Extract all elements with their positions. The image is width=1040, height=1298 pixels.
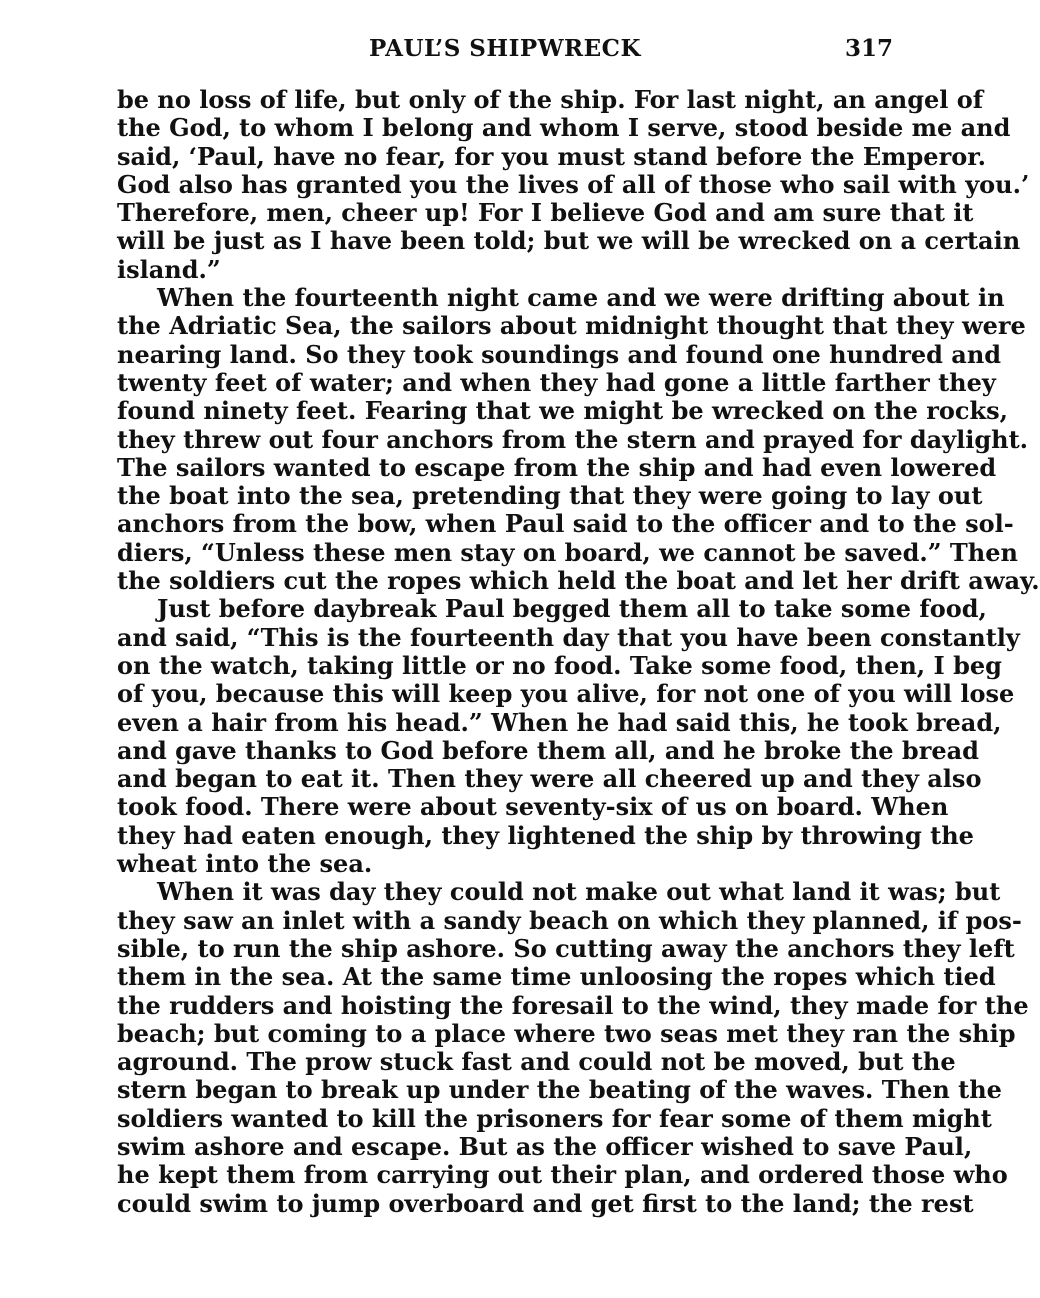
text-line: on the watch, taking little or no food. Take some food, then, I beg [117, 650, 1002, 680]
text-line: and said, “This is the fourteenth day that you have been constantly [117, 622, 1020, 652]
paragraph-first-line: Just before daybreak Paul begged them all to take some food, [157, 594, 987, 624]
text-line: they saw an inlet with a sandy beach on which they planned, if pos- [117, 905, 1022, 935]
text-line: even a hair from his head.” When he had said this, he took bread, [117, 707, 1002, 737]
text-line: aground. The prow stuck fast and could not be moved, but the [117, 1047, 956, 1077]
text-line: the Adriatic Sea, the sailors about midnight thought that they were [117, 311, 1026, 341]
page-number: 317 [844, 35, 893, 62]
text-line: could swim to jump overboard and get first to the land; the rest [117, 1188, 974, 1218]
text-line: sible, to run the ship ashore. So cutting away the anchors they left [117, 933, 1015, 963]
text-line: diers, “Unless these men stay on board, we cannot be saved.” Then [117, 537, 1018, 567]
text-line: the rudders and hoisting the foresail to the wind, they made for the [117, 990, 1029, 1020]
text-line: will be just as I have been told; but we will be wrecked on a certain [117, 226, 1021, 256]
body-text [117, 85, 1040, 1218]
text-line: nearing land. So they took soundings and found one hundred and [117, 339, 1002, 369]
text-line: the God, to whom I belong and whom I serve, stood beside me and [117, 113, 1011, 143]
text-line: the soldiers cut the ropes which held the boat and let her drift away. [117, 566, 1040, 596]
text-line: be no loss of life, but only of the ship. For last night, an angel of [117, 85, 984, 114]
text-line: stern began to break up under the beating of the waves. Then the [117, 1075, 1002, 1105]
text-line: them in the sea. At the same time unloosing the ropes which tied [117, 962, 996, 992]
text-line: the boat into the sea, pretending that they were going to lay out [117, 481, 983, 511]
text-line: they threw out four anchors from the stern and prayed for daylight. [117, 424, 1029, 454]
text-line: beach; but coming to a place where two seas met they ran the ship [117, 1018, 1016, 1048]
text-line: The sailors wanted to escape from the ship and had even lowered [117, 452, 997, 482]
running-title: PAUL’S SHIPWRECK [369, 35, 641, 62]
paragraph-first-line: When it was day they could not make out what land it was; but [157, 877, 1001, 907]
text-line: anchors from the bow, when Paul said to the officer and to the sol- [117, 509, 1014, 539]
text-line: and began to eat it. Then they were all cheered up and they also [117, 764, 982, 794]
text-line: took food. There were about seventy-six of us on board. When [117, 792, 949, 822]
text-line: swim ashore and escape. But as the officer wished to save Paul, [117, 1131, 973, 1161]
text-line: of you, because this will keep you alive, for not one of you will lose [117, 679, 1015, 709]
text-line: found ninety feet. Fearing that we might be wrecked on the rocks, [117, 396, 1008, 426]
text-line: and gave thanks to God before them all, and he broke the bread [117, 735, 979, 765]
text-line: soldiers wanted to kill the prisoners for fear some of them might [117, 1103, 992, 1133]
text-line: twenty feet of water; and when they had gone a little farther they [117, 367, 996, 397]
paragraph-first-line: When the fourteenth night came and we were drifting about in [157, 283, 1005, 313]
text-line: wheat into the sea. [117, 849, 373, 879]
text-line: island.” [117, 254, 221, 284]
text-line: he kept them from carrying out their plan, and ordered those who [117, 1160, 1008, 1190]
text-line: said, ‘Paul, have no fear, for you must stand before the Emperor. [117, 141, 987, 171]
running-head [117, 32, 893, 66]
text-line: they had eaten enough, they lightened the ship by throwing the [117, 820, 974, 850]
text-line: Therefore, men, cheer up! For I believe God and am sure that it [117, 198, 974, 228]
text-line: God also has granted you the lives of all of those who sail with you.’ [117, 169, 1030, 199]
